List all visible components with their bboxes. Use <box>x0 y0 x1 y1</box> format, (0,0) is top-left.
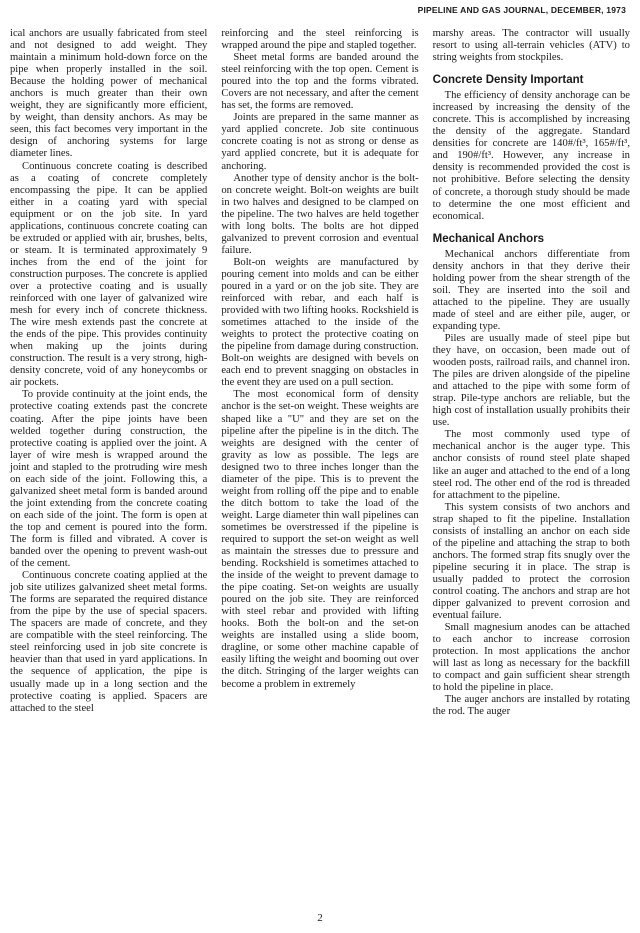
paragraph: ical anchors are usually fabricated from steel and not designed to add weight. They maintain a minimum hold-down force on the pipe when properly installed in the soil. Because the holding power of mechanical anchors is much greater than their own weight, they are significantly more efficient, by weight, than density anchors. As may be seen, this fact becomes very important in the design of anchoring systems for large diameter lines. <box>10 28 208 160</box>
paragraph: Sheet metal forms are banded around the steel reinforcing with the top open. Cement is poured into the top and the forms vibrated. Covers are not necessary, and after the cement has set, the forms are removed. <box>221 52 419 112</box>
paragraph: The most commonly used type of mechanical anchor is the auger type. This anchor consists of round steel plate shaped like an auger and attached to the end of a long steel rod. The other end of the rod is threaded for attachment to the pipeline. <box>432 429 630 501</box>
column-2 <box>221 28 418 718</box>
paragraph: Continuous concrete coating applied at the job site utilizes galvanized sheet metal forms. The forms are separated the required distance from the pipe by the use of special spacers. The spacers are made of concrete, and they are compatible with the steel reinforcing. The steel reinforcing used in job site concrete is heavier than that used in yard applications. In the sequence of application, the pipe is usually made up in a long section and the protective coating is applied. Spacers are attached to the steel <box>10 570 208 714</box>
paragraph: Bolt-on weights are manufactured by pouring cement into molds and can be either poured in a yard or on the job site. They are reinforced with rebar, and each half is provided with two lifting hooks. Rockshield is sometimes attached to the inside of the weights to protect the protective coating on the pipeline from damage during construction. Bolt-on weights are designed with bevels on each end to prevent snagging on obstacles in the event they are used on a pull section. <box>221 256 419 389</box>
column-3 <box>433 28 630 718</box>
section-heading: Mechanical Anchors <box>432 232 545 245</box>
paragraph: The efficiency of density anchorage can be increased by increasing the density of the concrete. This is accomplished by increasing the density of the aggregate. Standard densities for concrete are 140#/ft³, 165#/ft³, and 190#/ft³. However, any increase in density is recommended provided the cost is not prohibitive. Before selecting the density of concrete, a thorough study should be made to determine the one most efficient and economical. <box>432 90 630 222</box>
paragraph: Mechanical anchors differentiate from density anchors in that they derive their holding power from the shear strength of the soil. They are inserted into the soil and attached to the pipeline. They are usually made of steel and are either pile, auger, or expanding type. <box>432 248 630 332</box>
running-head: PIPELINE AND GAS JOURNAL, DECEMBER, 1973 <box>417 5 626 15</box>
paragraph: marshy areas. The contractor will usually resort to using all-terrain vehicles (ATV) to string weights from stockpiles. <box>432 28 630 64</box>
paragraph: Continuous concrete coating is described as a coating of concrete completely encompassing the pipe. It can be applied either in a coating yard with special equipment or on the job site. In yard applications, continuous concrete coating can be extruded or applied with air, brushes, belts, or steam. It is terminated approximately 9 inches from the end of the joint for construction purposes. The concrete is applied over a protective coating and is usually reinforced with one layer of galvanized wire mesh for every inch of concrete thickness. The wire mesh extends past the concrete at the ends of the pipe. This provides continuity when making up the joints during construction. The result is a very strong, high-density concrete, void of any honeycombs or air pockets. <box>10 160 208 389</box>
page-number: 2 <box>317 912 323 924</box>
article-body <box>10 28 630 718</box>
paragraph: This system consists of two anchors and strap shaped to fit the pipeline. Installation consists of installing an anchor on each side of the pipeline and attaching the strap to both anchors. The formed strap fits snugly over the pipeline securing it in place. The strap is usually padded to protect the corrosion control coating. The anchors and strap are hot dipper galvanized to prevent corrosion and eventual failure. <box>432 501 630 622</box>
paragraph: The auger anchors are installed by rotating the rod. The auger <box>432 694 630 718</box>
paragraph: To provide continuity at the joint ends, the protective coating extends past the concrete coating. After the pipe joints have been welded together during construction, the protective coating is applied over the joint. A layer of wire mesh is wrapped around the joint and stapled to the protruding wire mesh on each side of the joint. Following this, a galvanized sheet metal form is banded around the joint extending from the concrete coating on each side of the joint. The form is open at the top and cement is poured into the form. The form is filled and vibrated. A cover is banded over the opening to prevent wash-out of the cement. <box>10 389 208 570</box>
column-1 <box>10 28 207 718</box>
section-heading: Concrete Density Important <box>432 74 584 87</box>
paragraph: Small magnesium anodes can be attached to each anchor to increase corrosion protection. In most applications the anchor will last as long as necessary for the backfill to compact and gain sufficient shear strength to hold the pipeline in place. <box>432 622 630 694</box>
paragraph: Another type of density anchor is the bolt-on concrete weight. Bolt-on weights are built in two halves and designed to be clamped on the pipeline. The two halves are held together with long bolts. The bolts are hot dipped galvanized to prevent corrosion and eventual failure. <box>221 172 419 256</box>
paragraph: Joints are prepared in the same manner as yard applied concrete. Job site continuous concrete coating is not as strong or dense as yard applied concrete, but it is adequate for anchoring. <box>221 112 419 172</box>
paragraph: The most economical form of density anchor is the set-on weight. These weights are shaped like a "U" and they are set on the pipeline after the pipeline is in the ditch. The weights are designed with the center of gravity as low as possible. The legs are designed two to three inches longer than the diameter of the pipe. This is to prevent the weight from rolling off the pipe and to enable the ditch bottom to take the load of the weight. Large diameter thin wall pipelines can sometimes be overstressed if the pipeline is required to support the set-on weight as well as maintain the stresses due to pressure and bending. Rockshield is sometimes attached to the inside of the weight to prevent damage to the pipe coating. Set-on weights are usually poured on the job site. They are reinforced with steel rebar and provided with lifting hooks. Both the bolt-on and the set-on weights are installed using a slide boom, dragline, or some other machine capable of easily lifting the weight and booming out over the ditch. Stringing of the larger weights can become a problem in extremely <box>221 389 419 690</box>
paragraph: reinforcing and the steel reinforcing is wrapped around the pipe and stapled together. <box>221 28 419 52</box>
paragraph: Piles are usually made of steel pipe but they have, on occasion, been made out of wooden posts, railroad rails, and channel iron. The piles are driven alongside of the pipeline and attached to the pipe with some form of strap. Pile-type anchors are reliable, but the high cost of installation usually prohibits their use. <box>432 332 630 429</box>
